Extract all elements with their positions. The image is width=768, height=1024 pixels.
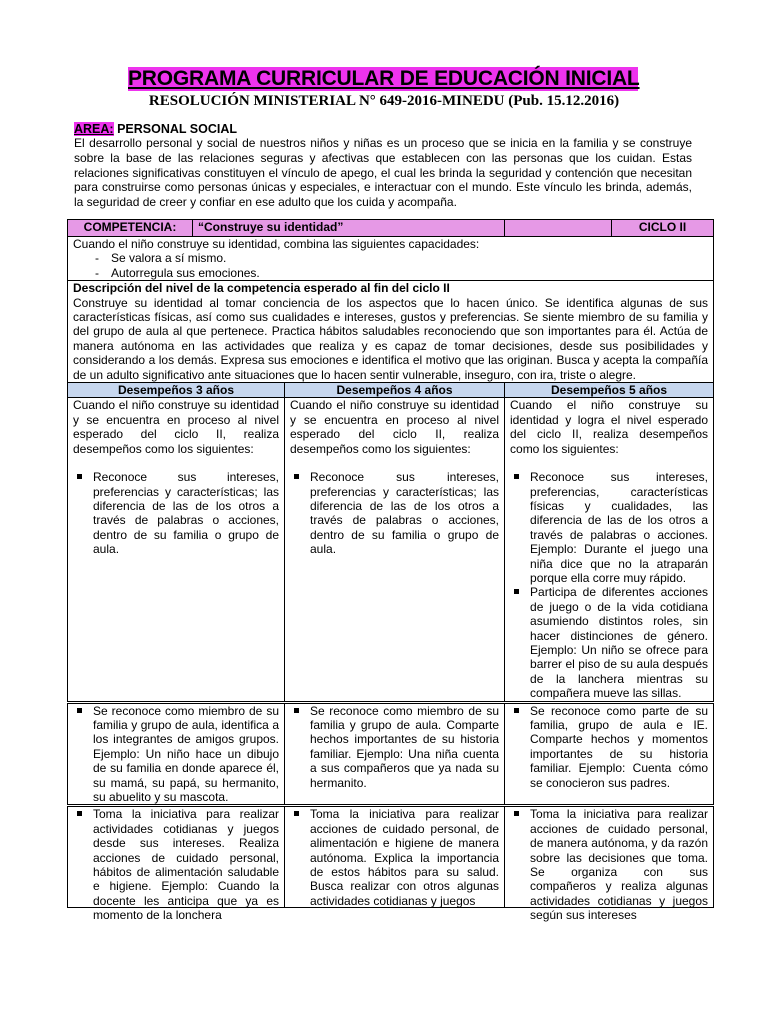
area-name: PERSONAL SOCIAL xyxy=(117,122,237,136)
capacities-list xyxy=(73,251,708,280)
capacities-intro: Cuando el niño construye su identidad, combina las siguientes capacidades: xyxy=(73,237,480,251)
performance-intro: Cuando el niño construye su identidad y logra el nivel esperado del ciclo II, realiza desempeños como los siguientes: xyxy=(510,398,709,456)
performance-cell-4-years xyxy=(285,398,505,702)
page-title: PROGRAMA CURRICULAR DE EDUCACIÓN INICIAL xyxy=(128,67,640,90)
performance-intro: Cuando el niño construye su identidad y se encuentra en proceso al nivel esperado del ciclo II, realiza desempeños como los siguientes: xyxy=(290,398,500,456)
area-intro: El desarrollo personal y social de nuestros niños y niñas es un proceso que se inicia en la familia y se construye sobre la base de las relaciones seguras y afectivas que establecen con las personas que los cuidan. Estas relaciones significativas constituyen el vínculo de apego, el cual les brinda la seguridad y contención que necesitan para construirse como personas únicas y especiales, e interactuar con el mundo. Este vínculo les brinda, además, la seguridad de creer y confiar en ese adulto que los cuida y acompaña. xyxy=(74,136,692,210)
performance-item: Se reconoce como parte de su familia, grupo de aula e IE. Comparte hechos y momentos importantes de su historia familiar. Ejemplo: Cuenta cómo se conocieron sus padres. xyxy=(510,704,708,790)
performance-row-1 xyxy=(68,398,714,702)
performance-item: Toma la iniciativa para realizar actividades cotidianas y juegos desde sus intereses. Realiza acciones de cuidado personal, hábitos de alimentación saludable e higiene. Ejemplo: Cuando la docente les anticipa que ya es momento de la lonchera xyxy=(73,807,279,922)
performance-intro: Cuando el niño construye su identidad y se encuentra en proceso al nivel esperado del ciclo II, realiza desempeños como los siguientes: xyxy=(73,398,279,456)
performance-cell-5-years xyxy=(505,702,714,806)
description-cell xyxy=(68,281,714,383)
performance-cell-3-years xyxy=(68,398,285,702)
performance-cell-5-years xyxy=(505,806,714,923)
area-tag: AREA: xyxy=(74,122,114,136)
header-4-years: Desempeños 4 años xyxy=(285,383,505,398)
performance-cell-4-years xyxy=(285,702,505,806)
performance-list xyxy=(73,470,279,556)
capacities-row xyxy=(68,237,714,281)
competency-spacer xyxy=(505,220,612,237)
capacities-cell xyxy=(68,237,714,281)
area-heading xyxy=(74,122,237,136)
performance-item: Toma la iniciativa para realizar acciones de cuidado personal, de manera autónoma, y da razón sobre las decisiones que toma. Se organiza con sus compañeros y realiza algunas actividades cotidianas y juegos según sus intereses xyxy=(510,807,708,922)
resolution-subtitle: RESOLUCIÓN MINISTERIAL N° 649-2016-MINEDU (Pub. 15.12.2016) xyxy=(148,93,620,109)
competency-table xyxy=(67,219,714,923)
header-5-years: Desempeños 5 años xyxy=(505,383,714,398)
performance-list xyxy=(510,470,708,701)
capacity-item: - Autorregula sus emociones. xyxy=(95,266,708,280)
performance-item: Toma la iniciativa para realizar acciones de cuidado personal, de alimentación e higiene de manera autónoma. Explica la importancia de estos hábitos para su salud. Busca realizar con otros algunas actividades cotidianas y juegos xyxy=(290,807,499,908)
performance-cell-4-years xyxy=(285,806,505,908)
description-row xyxy=(68,281,714,383)
competency-label: COMPETENCIA: xyxy=(68,220,193,237)
performance-cell-3-years xyxy=(68,806,285,923)
cycle-label: CICLO II xyxy=(612,220,714,237)
performance-item: Reconoce sus intereses, preferencias y características; las diferencia de las de los otros a través de palabras o acciones, dentro de su familia o grupo de aula. xyxy=(290,470,499,556)
performance-list xyxy=(290,470,499,556)
competency-row xyxy=(68,220,714,237)
performance-item: Se reconoce como miembro de su familia y grupo de aula. Comparte hechos importantes de su historia familiar. Ejemplo: Una niña cuenta a sus compañeros que ya nada su hermanito. xyxy=(290,704,499,790)
description-text: Construye su identidad al tomar conciencia de los aspectos que lo hacen único. Se identifica algunas de sus características físicas, así como sus cualidades e intereses, gustos y preferencias. Se siente miembro de su familia y del grupo de aula al que pertenece. Practica hábitos saludables reconociendo que son importantes para él. Actúa de manera autónoma en las actividades que realiza y es capaz de tomar decisiones, desde sus posibilidades y considerando a los demás. Expresa sus emociones e identifica el motivo que las originan. Busca y acepta la compañía de un adulto significativo ante situaciones que lo hacen sentir vulnerable, inseguro, con ira, triste o alegre. xyxy=(73,295,709,382)
description-title: Descripción del nivel de la competencia esperado al fin del ciclo II xyxy=(73,281,450,296)
performance-item: Reconoce sus intereses, preferencias y características; las diferencia de las de los otros a través de palabras o acciones, dentro de su familia o grupo de aula. xyxy=(73,470,279,556)
capacity-item: - Se valora a sí mismo. xyxy=(95,251,708,265)
performance-item: Participa de diferentes acciones de juego o de la vida cotidiana asumiendo distintos roles, sin hacer distinciones de género. Ejemplo: Un niño se ofrece para barrer el piso de su aula después de la lanchera mientras su compañera mueve las sillas. xyxy=(510,585,708,700)
performance-row-2 xyxy=(68,702,714,806)
performance-item: Se reconoce como miembro de su familia y grupo de aula, identifica a los integrantes de amigos grupos. Ejemplo: Un niño hace un dibujo de su familia en donde aparece él, su mamá, su papá, su hermanito, su abuelito y su mascota. xyxy=(73,704,279,805)
performance-cell-3-years xyxy=(68,702,285,806)
age-header-row xyxy=(68,383,714,398)
header-3-years: Desempeños 3 años xyxy=(68,383,285,398)
performance-item: Reconoce sus intereses, preferencias, características físicas y cualidades, las diferencia de las de los otros a través de palabras o acciones. Ejemplo: Durante el juego una niña dice que no la atraparán porque ella corre muy rápido. xyxy=(510,470,708,585)
competency-name: “Construye su identidad” xyxy=(193,220,505,237)
performance-row-3 xyxy=(68,806,714,908)
performance-cell-5-years xyxy=(505,398,714,702)
